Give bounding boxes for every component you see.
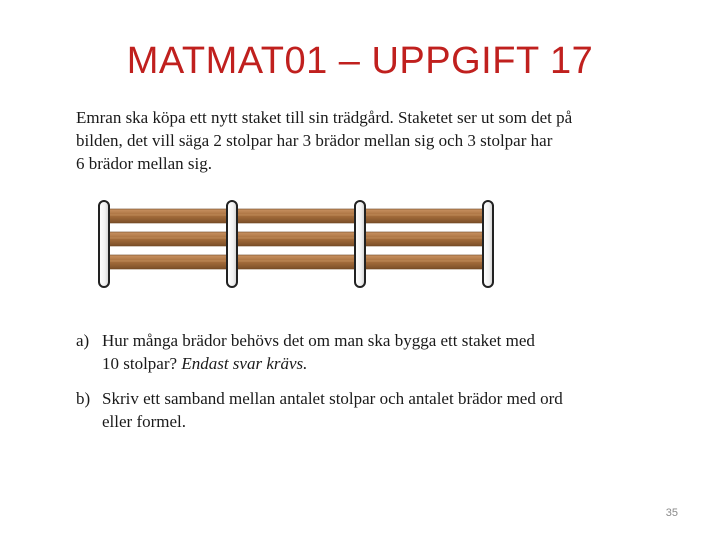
question-b — [76, 387, 656, 433]
fence-post — [99, 201, 109, 287]
fence-post — [227, 201, 237, 287]
fence-board — [232, 255, 360, 269]
fence-board — [104, 255, 232, 269]
intro-paragraph — [76, 106, 646, 175]
fence-board — [360, 232, 488, 246]
question-a-text: 10 stolpar? — [102, 354, 182, 373]
intro-line: Emran ska köpa ett nytt staket till sin trädgård. Staketet ser ut som det på — [76, 108, 573, 127]
question-a-note: Endast svar krävs. — [181, 354, 308, 373]
fence-board — [104, 232, 232, 246]
fence-post — [355, 201, 365, 287]
question-b-label: b) — [76, 389, 91, 408]
fence-board — [104, 209, 232, 223]
page-number: 35 — [665, 507, 678, 519]
fence-board — [232, 232, 360, 246]
fence-board — [360, 255, 488, 269]
question-a — [76, 329, 656, 375]
question-a-label: a) — [76, 331, 90, 350]
question-b-line: eller formel. — [102, 412, 187, 431]
fence-board — [360, 209, 488, 223]
fence-post — [483, 201, 493, 287]
fence-board — [232, 209, 360, 223]
intro-line: bilden, det vill säga 2 stolpar har 3 brädor mellan sig och 3 stolpar har — [76, 131, 553, 150]
fence-illustration — [96, 197, 496, 291]
question-a-line: Hur många brädor behövs det om man ska bygga ett staket med — [102, 331, 535, 350]
question-a-line2 — [102, 352, 656, 375]
slide-title: MATMAT01 – UPPGIFT 17 — [126, 40, 594, 82]
fence-boards — [104, 209, 488, 269]
intro-line: 6 brädor mellan sig. — [76, 154, 212, 173]
question-b-line: Skriv ett samband mellan antalet stolpar och antalet brädor med ord — [102, 389, 563, 408]
